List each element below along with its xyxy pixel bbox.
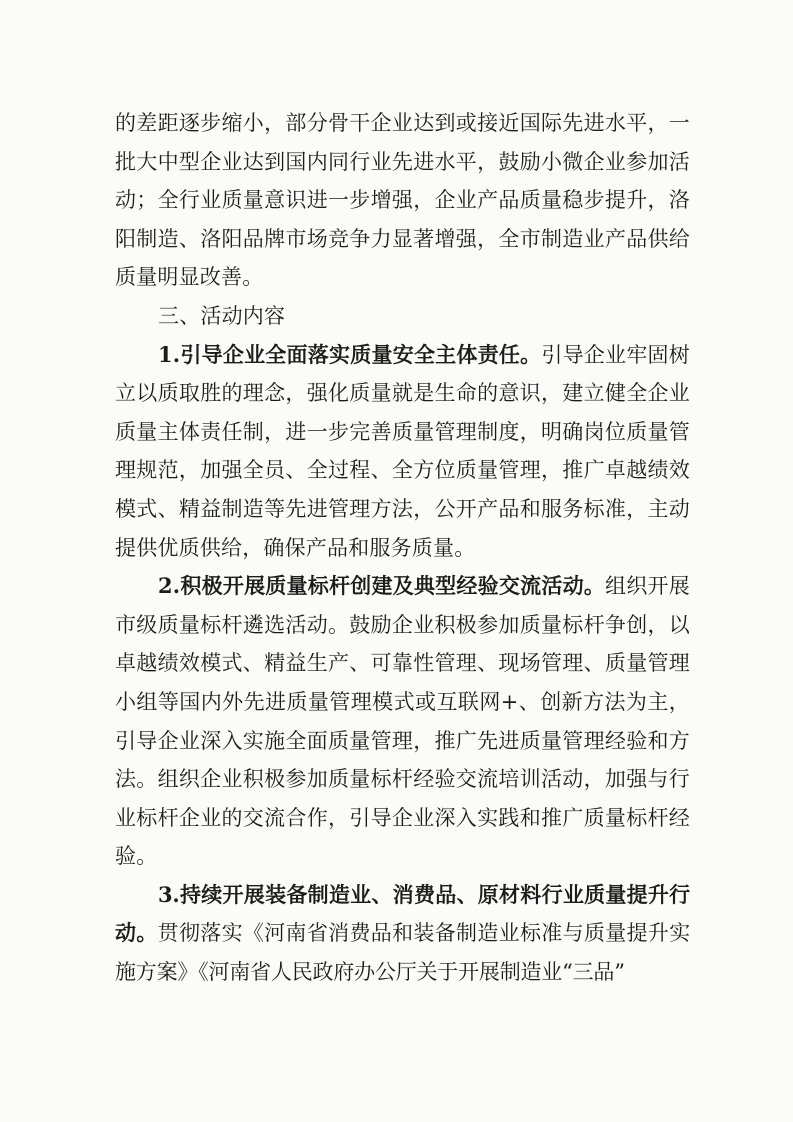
paragraph-goals: 的差距逐步缩小，部分骨干企业达到或接近国际先进水平，一批大中型企业达到国内同行业先进水平，鼓励小微企业参加活动；全行业质量意识进一步增强，企业产品质量稳步提升，洛阳制造、洛阳品牌市场竞争力显著增强，全市制造业产品供给质量明显改善。 [115, 111, 690, 290]
document-body [115, 104, 690, 992]
section-heading-activities: 三、活动内容 [158, 303, 286, 328]
item-1-paragraph [115, 336, 690, 568]
item-2-body: 组织开展市级质量标杆遴选活动。鼓励企业积极参加质量标杆争创，以卓越绩效模式、精益生产、可靠性管理、现场管理、质量管理小组等国内外先进质量管理模式或互联网+、创新方法为主，引导企业深入实施全面质量管理，推广先进质量管理经验和方法。组织企业积极参加质量标杆经验交流培训活动，加强与行业标杆企业的交流合作，引导企业深入实践和推广质量标杆经验。 [115, 574, 690, 869]
item-3-paragraph [115, 876, 690, 992]
item-2-paragraph [115, 567, 690, 876]
item-2-title: 2.积极开展质量标杆创建及典型经验交流活动。 [158, 573, 606, 599]
item-3-title: 3.持续开展装备制造业、消费品、原材料行业质量提升行动。 [115, 881, 690, 946]
item-3-body: 贯彻落实《河南省消费品和装备制造业标准与质量提升实施方案》《河南省人民政府办公厅关于开展制造业“三品” [115, 921, 690, 985]
item-1-title: 1.引导企业全面落实质量安全主体责任。 [158, 341, 542, 367]
item-1-body: 引导企业牢固树立以质取胜的理念，强化质量就是生命的意识，建立健全企业质量主体责任制，进一步完善质量管理制度，明确岗位质量管理规范，加强全员、全过程、全方位质量管理，推广卓越绩效模式、精益制造等先进管理方法，公开产品和服务标准，主动提供优质供给，确保产品和服务质量。 [115, 342, 690, 560]
